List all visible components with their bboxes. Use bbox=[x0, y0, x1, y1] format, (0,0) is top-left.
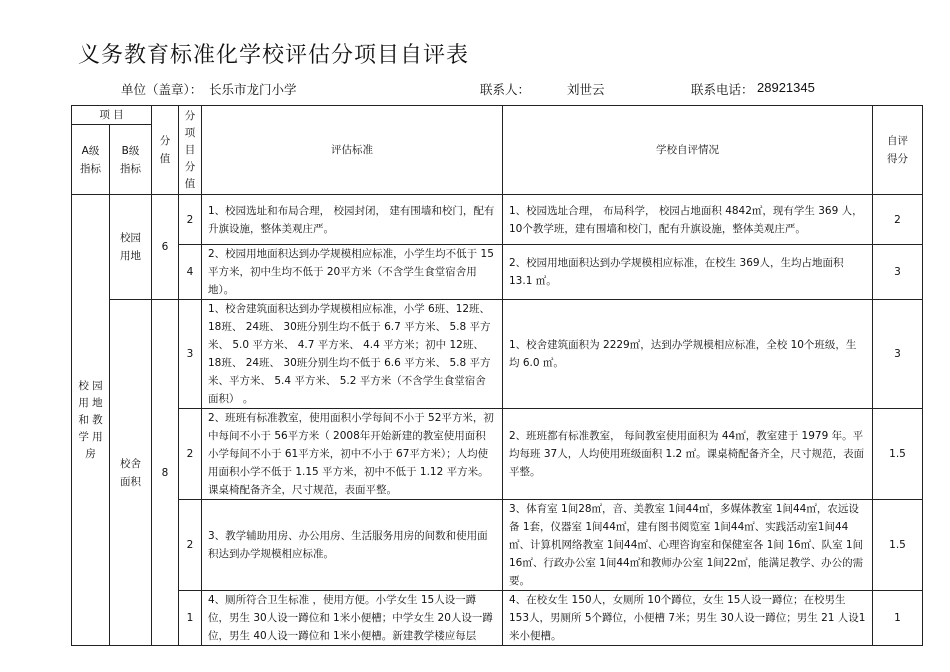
header-item: 项 目 bbox=[72, 106, 152, 125]
row-sub-score: 2 bbox=[179, 500, 202, 591]
phone-value: 28921345 bbox=[757, 80, 815, 95]
row-self-eval: 4、在校女生 150人，女厕所 10个蹲位，女生 15人设一蹲位；在校男生 153人，男厕所 5个蹲位，小便槽 7米；男生 30人设一蹲位；男生 21 人设1米小便槽。 bbox=[503, 591, 873, 646]
row-criteria: 1、校园选址和布局合理， 校园封闭， 建有围墙和校门，配有升旗设施，整体美观庄严。 bbox=[202, 195, 503, 245]
b1-indicator-label: 校园 用地 bbox=[110, 195, 152, 300]
row-criteria: 2、校园用地面积达到办学规模相应标准，小学生均不低于 15平方米，初中生均不低于 20平方米（不含学生食堂宿舍用地）。 bbox=[202, 245, 503, 300]
row-criteria: 1、校舍建筑面积达到办学规模相应标准，小学 6班、12班、 18班、 24班、 30班分别生均不低于 6.7 平方米、 5.8 平方米、 5.0 平方米、 4.7 平方米、 4.4 平方米；初中 12班、18班、 24班、 30班分别生均不低于 6.6 平方米、 5.8 平方米、平方米、 5.4 平方米、 5.2 平方米（不含学生食堂宿舍面积） 。 bbox=[202, 300, 503, 409]
row-self-eval: 1、校舍建筑面积为 2229㎡，达到办学规模相应标准，全校 10个班级，生均 6.0 ㎡。 bbox=[503, 300, 873, 409]
document-title: 义务教育标准化学校评估分项目自评表 bbox=[78, 43, 470, 68]
row-self-eval: 2、班班都有标准教室， 每间教室使用面积为 44㎡，教室建于 1979 年。平均每班 37人，人均使用班级面积 1.2 ㎡。课桌椅配备齐全，尺寸规范，表面平整。 bbox=[503, 409, 873, 500]
unit-label: 单位（盖章）： bbox=[121, 82, 203, 97]
row-sub-score: 4 bbox=[179, 245, 202, 300]
row-criteria: 4、厕所符合卫生标准 ，使用方便。小学女生 15人设一蹲位，男生 30人设一蹲位和 1米小便槽；中学女生 20人设一蹲位，男生 40人设一蹲位和 1米小便槽。新建教学楼应每层 bbox=[202, 591, 503, 646]
b2-score: 8 bbox=[152, 300, 179, 646]
row-sub-score: 3 bbox=[179, 300, 202, 409]
row-self-score: 1.5 bbox=[873, 409, 923, 500]
row-sub-score: 1 bbox=[179, 591, 202, 646]
b2-indicator-label: 校舍 面积 bbox=[110, 300, 152, 646]
contact-label: 联系人： bbox=[480, 82, 531, 97]
row-self-eval: 2、校园用地面积达到办学规模相应标准，在校生 369人，生均占地面积13.1 ㎡。 bbox=[503, 245, 873, 300]
b1-score: 6 bbox=[152, 195, 179, 300]
row-self-score: 2 bbox=[873, 195, 923, 245]
row-sub-score: 2 bbox=[179, 409, 202, 500]
row-self-score: 3 bbox=[873, 245, 923, 300]
header-criteria: 评估标准 bbox=[202, 106, 503, 195]
row-self-score: 3 bbox=[873, 300, 923, 409]
header-b-level: B级 指标 bbox=[110, 125, 152, 195]
a-indicator-label: 校 园 用 地 和 教 学 用 房 bbox=[72, 195, 110, 646]
evaluation-table bbox=[71, 105, 923, 646]
row-sub-score: 2 bbox=[179, 195, 202, 245]
contact-value: 刘世云 bbox=[567, 82, 605, 97]
header-self-score: 自评 得分 bbox=[873, 106, 923, 195]
row-criteria: 3、教学辅助用房、办公用房、生活服务用房的间数和使用面积达到办学规模相应标准。 bbox=[202, 500, 503, 591]
phone-label: 联系电话： bbox=[691, 82, 754, 97]
header-score: 分 值 bbox=[152, 106, 179, 195]
row-self-eval: 1、校园选址合理， 布局科学， 校园占地面积 4842㎡，现有学生 369 人， 10个教学班，建有围墙和校门，配有升旗设施，整体美观庄严。 bbox=[503, 195, 873, 245]
header-self-eval: 学校自评情况 bbox=[503, 106, 873, 195]
row-self-score: 1.5 bbox=[873, 500, 923, 591]
row-criteria: 2、班班有标准教室，使用面积小学每间不小于 52平方米，初中每间不小于 56平方米（ 2008年开始新建的教室使用面积小学每间不小于 61平方米，初中不小于 67平方米）；人均使用面积小学不低于 1.15 平方米，初中不低于 1.12 平方米。课桌椅配备齐全，尺寸规范，表面平整。 bbox=[202, 409, 503, 500]
header-item-score: 分 项 目 分 值 bbox=[179, 106, 202, 195]
unit-value: 长乐市龙门小学 bbox=[209, 82, 297, 97]
header-a-level: A级 指标 bbox=[72, 125, 110, 195]
row-self-score: 1 bbox=[873, 591, 923, 646]
row-self-eval: 3、体育室 1间28㎡，音、美教室 1间44㎡，多媒体教室 1间44㎡，农远设备 1套，仪器室 1间44㎡，建有图书阅览室 1间44㎡、实践活动室1间44㎡、计算机网络教室 1间44㎡、心理咨询室和保健室各 1间 16㎡、队室 1间16㎡、行政办公室 1间44㎡和教师办公室 1间22㎡，能满足教学、办公的需要。 bbox=[503, 500, 873, 591]
